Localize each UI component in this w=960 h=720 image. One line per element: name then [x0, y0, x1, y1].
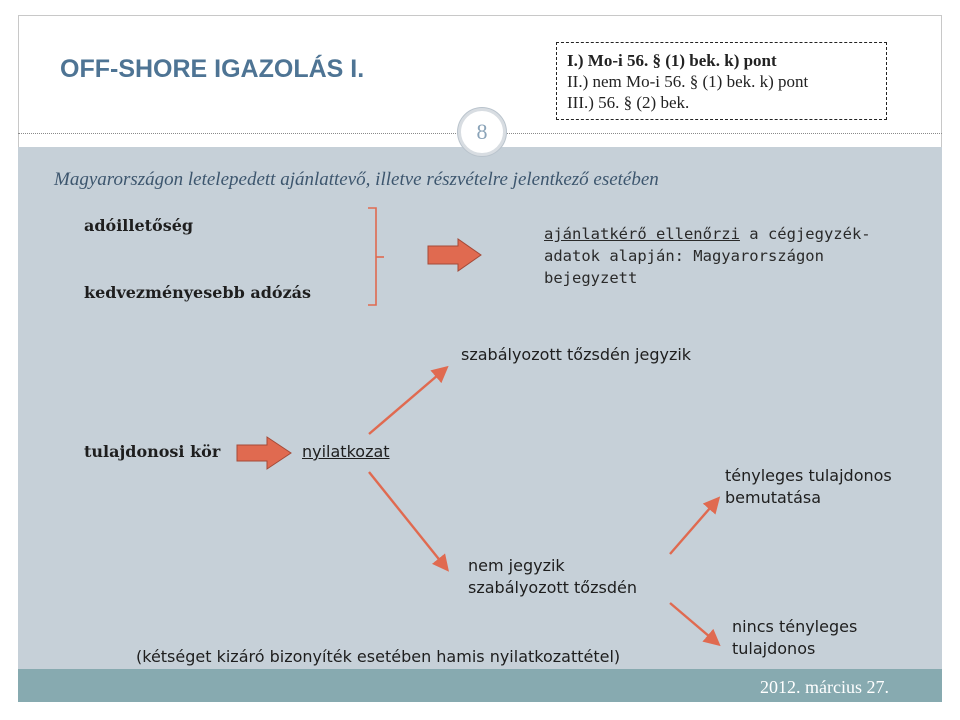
slide-number: 8 [458, 108, 506, 156]
no-real-owner-line-2: tulajdonos [732, 639, 816, 658]
false-declaration-note: (kétséget kizáró bizonyíték esetében hamis nyilatkozattétel) [136, 647, 621, 666]
real-owner-line-2: bemutatása [725, 488, 822, 507]
result-line-3: bejegyzett [544, 269, 638, 287]
arrow-to-real-owner [670, 500, 717, 554]
result-underlined: ajánlatkérő ellenőrzi [544, 225, 740, 243]
arrow-to-listed [369, 369, 445, 434]
bracket-icon [368, 208, 384, 305]
real-owner-line-1: tényleges tulajdonos [725, 466, 892, 485]
arrow-to-not-listed [369, 472, 446, 568]
slide-title: OFF-SHORE IGAZOLÁS I. [60, 55, 365, 83]
no-real-owner-line-1: nincs tényleges [732, 617, 858, 636]
footer-date: 2012. március 27. [760, 677, 889, 697]
block-arrow-right-icon [428, 239, 481, 271]
label-owner-circle: tulajdonosi kör [84, 442, 221, 461]
legal-ref-3: III.) 56. § (2) bek. [567, 93, 690, 112]
label-preferential-taxation: kedvezményesebb adózás [84, 283, 312, 302]
result-line1-rest: a cégjegyzék- [739, 225, 871, 243]
legal-ref-1: I.) Mo-i 56. § (1) bek. k) pont [567, 51, 777, 70]
result-line-2: adatok alapján: Magyarországon [544, 247, 824, 265]
legal-ref-2: II.) nem Mo-i 56. § (1) bek. k) pont [567, 72, 809, 91]
listed-on-exchange: szabályozott tőzsdén jegyzik [461, 345, 692, 364]
declaration-label: nyilatkozat [302, 442, 390, 461]
label-tax-residency: adóilletőség [84, 216, 194, 235]
not-listed-line-2: szabályozott tőzsdén [468, 578, 637, 597]
arrow-to-no-real-owner [670, 603, 717, 643]
block-arrow-right-icon [237, 437, 291, 469]
subtitle: Magyarországon letelepedett ajánlattevő, illetve részvételre jelentkező esetében [54, 169, 659, 190]
not-listed-line-1: nem jegyzik [468, 556, 565, 575]
